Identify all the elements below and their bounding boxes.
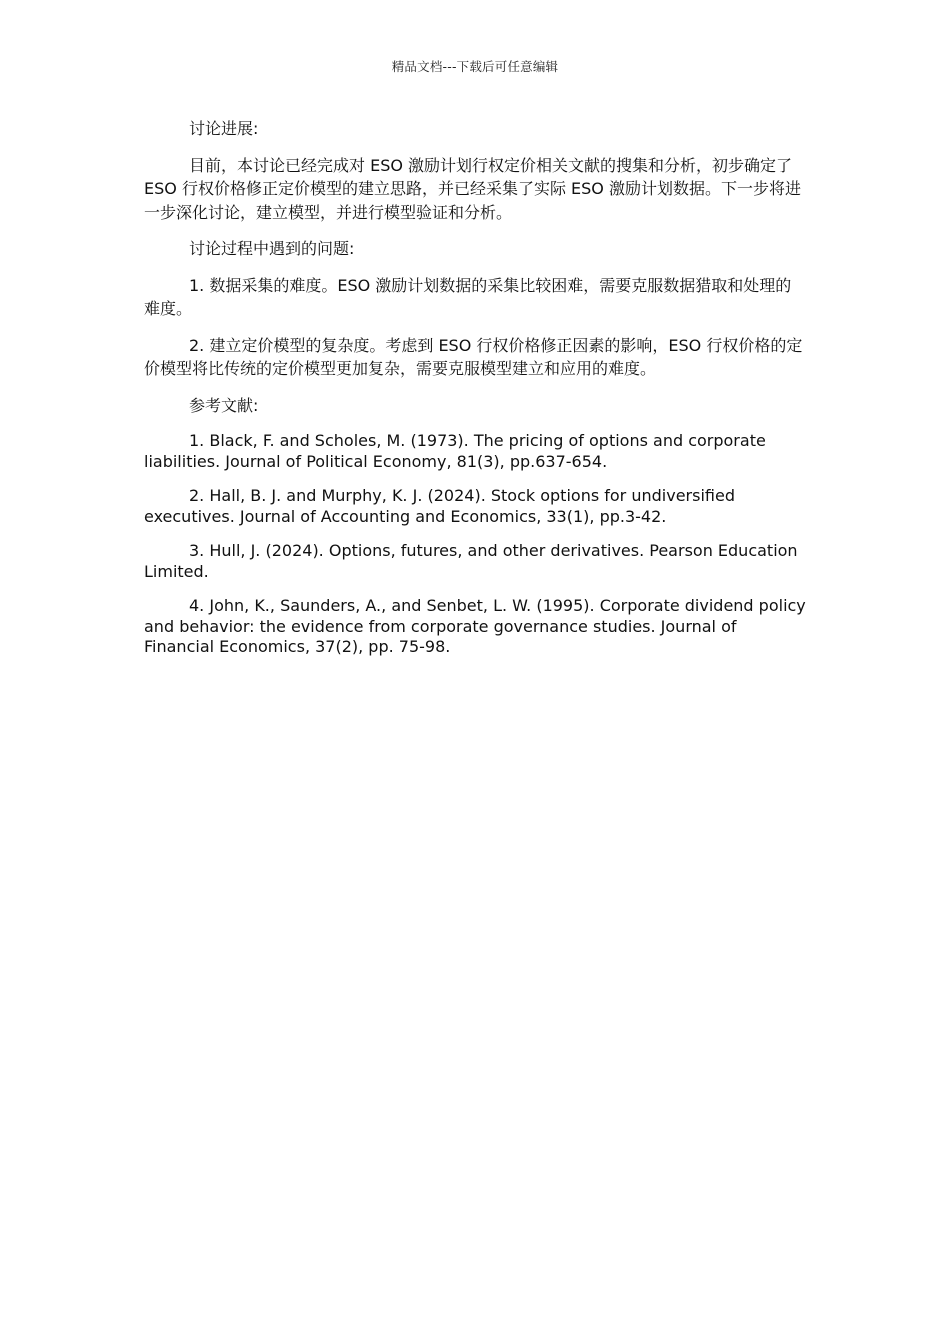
- problems-heading: 讨论过程中遇到的问题:: [189, 239, 355, 258]
- problem-item: 2. 建立定价模型的复杂度。考虑到 ESO 行权价格修正因素的影响，ESO 行权价格的定价模型将比传统的定价模型更加复杂，需要克服模型建立和应用的难度。: [144, 335, 803, 378]
- page-header: 精品文档---下载后可任意编辑: [391, 59, 559, 74]
- reference-item: 2. Hall, B. J. and Murphy, K. J. (2024). Stock options for undiversified executives. Journal of Accounting and Economics, 33(1), pp.3-42.: [144, 486, 735, 526]
- document-body: [144, 117, 806, 658]
- reference-item: 4. John, K., Saunders, A., and Senbet, L. W. (1995). Corporate dividend policy and behavior: the evidence from corporate governance studies. Journal of Financial Economics, 37(2), pp. 75-98.: [144, 596, 806, 656]
- progress-paragraph: 目前，本讨论已经完成对 ESO 激励计划行权定价相关文献的搜集和分析，初步确定了 ESO 行权价格修正定价模型的建立思路，并已经采集了实际 ESO 激励计划数据。下一步将进一步深化讨论，建立模型，并进行模型验证和分析。: [144, 155, 801, 222]
- reference-item: 1. Black, F. and Scholes, M. (1973). The pricing of options and corporate liabilities. Journal of Political Economy, 81(3), pp.637-654.: [144, 431, 766, 471]
- references-heading: 参考文献:: [189, 395, 259, 415]
- progress-heading: 讨论进展:: [189, 119, 259, 138]
- problem-item: 1. 数据采集的难度。ESO 激励计划数据的采集比较困难，需要克服数据猎取和处理的难度。: [144, 275, 792, 318]
- reference-item: 3. Hull, J. (2024). Options, futures, and other derivatives. Pearson Education Limited.: [144, 541, 798, 581]
